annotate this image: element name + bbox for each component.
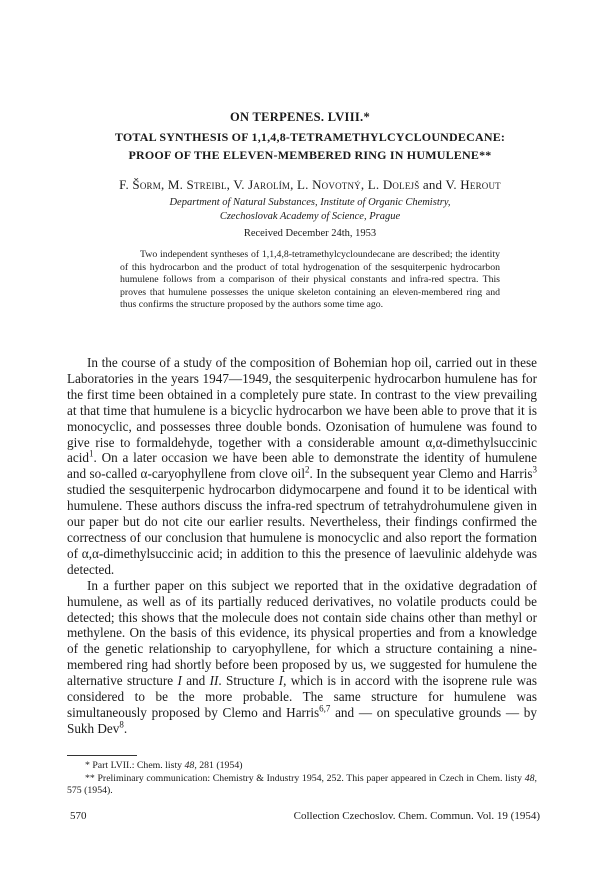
text-run: and — on speculative grounds — by Sukh Dev — [67, 704, 537, 736]
reference-mark: 3 — [532, 464, 537, 475]
journal-citation: Collection Czechoslov. Chem. Commun. Vol. 19 (1954) — [293, 810, 540, 822]
text-run: , 281 (1954) — [194, 760, 243, 771]
received-date: Received December 24th, 1953 — [243, 228, 377, 239]
reference-mark: 6,7 — [319, 703, 331, 714]
text-run: In the course of a study of the composition of Bohemian hop oil, carried out in these Laboratories in the years 1947—1949, the sesquiterpenic hydrocarbon humulene has for the first time been obtained in a completely pure state. In contrast to the view prevailing at that time that humulene is a bicyclic hydrocarbon we have been able to prove that it is monocyclic, and possesses three double bonds. Ozonisation of humulene was found to give rise to formaldehyde, together with a considerable amount α,α-dimethylsuccinic acid — [67, 355, 537, 466]
reference-mark: 2 — [305, 464, 310, 475]
text-run: * Part LVII.: Chem. listy — [85, 760, 185, 771]
volume-number: 48 — [524, 772, 535, 784]
affiliation — [60, 196, 560, 224]
volume-number: 48 — [184, 760, 195, 771]
body-paragraph-2 — [67, 578, 537, 737]
author-separator: , — [160, 177, 168, 192]
author-surname: Dolejš — [382, 177, 420, 192]
author-surname: Streibl — [186, 177, 227, 192]
author-initial: V. — [233, 177, 249, 192]
text-run: and — [181, 673, 210, 689]
paper-title — [60, 128, 560, 164]
author-initial: V. — [445, 177, 461, 192]
abstract: Two independent syntheses of 1,1,4,8-tetramethylcycloundecane are described; the identity of this hydrocarbon and the product of total hydrogenation of the sesquiterpenic hydrocarbon humulene follows from a comparison of their physical constants and infra-red spectra. This proves that humulene possesses the unique skeleton containing an eleven-membered ring and thus confirms the structure proposed by the authors some time ago. — [120, 249, 500, 311]
affiliation-line-2: Czechoslovak Academy of Science, Prague — [219, 211, 401, 222]
author-initial: M. — [167, 177, 187, 192]
text-run: . Structure — [218, 673, 279, 689]
author-surname: Novotný — [312, 177, 361, 192]
text-run: studied the sesquiterpenic hydrocarbon didymocarpene and found it to be identical with humulene. These authors discuss the infra-red spectrum of tetrahydrohumulene given in our paper but do not cite our earlier results. Nevertheless, their findings confirmed the correctness of our conclusion that humulene is monocyclic and also report the formation of α,α-dimethylsuccinic acid; in addition to this the presence of laevulinic aldehyde was detected. — [67, 482, 537, 577]
footnotes — [67, 760, 537, 798]
text-run: ** Preliminary communication: Chemistry & Industry 1954, 252. This paper appeared in Czech in Chem. listy — [85, 772, 525, 784]
body-text — [67, 355, 537, 737]
footnote-1 — [67, 760, 537, 773]
author-surname: Herout — [460, 177, 501, 192]
page-number: 570 — [70, 810, 87, 822]
reference-mark: 1 — [88, 449, 94, 460]
author-surname: Jarolím — [248, 177, 291, 192]
author-separator: , — [290, 177, 298, 192]
author-separator: , — [226, 177, 234, 192]
author-initial: F. — [119, 177, 133, 192]
text-run: . On a later occasion we have been able to demonstrate the identity of humulene and so-called α-caryophyllene from clove oil — [67, 450, 537, 482]
author-initial: L. — [297, 177, 313, 192]
body-paragraph-1 — [67, 355, 537, 578]
structure-label: I — [278, 673, 284, 689]
paper-series-title: ON TERPENES. LVIII.* — [229, 110, 371, 124]
text-run: In a further paper on this subject we reported that in the oxidative degradation of humulene, as well as of its partially reduced derivatives, no volatile products could be detected; this shows that the molecule does not contain side chains other than methyl or methylene. On the basis of this evidence, its physical properties and from a knowledge of the genetic relationship to caryophyllene, for which a structure containing a nine-membered ring had shortly before been proposed by us, we suggested for humulene the alternative structure — [67, 577, 537, 689]
footnote-2 — [67, 773, 537, 798]
affiliation-line-1: Department of Natural Substances, Institute of Organic Chemistry, — [169, 197, 451, 208]
paper-title-line-2: PROOF OF THE ELEVEN-MEMBERED RING IN HUMULENE** — [128, 148, 492, 162]
author-list — [60, 177, 560, 193]
structure-label: II — [209, 673, 219, 689]
text-run: , 575 (1954). — [67, 772, 537, 796]
author-initial: L. — [367, 177, 383, 192]
text-run: , which is in accord with the isoprene rule was considered to be the more probable. The same structure for humulene was simultaneously proposed by Clemo and Harris — [67, 673, 537, 720]
reference-mark: 8 — [119, 719, 124, 730]
footnote-divider — [67, 755, 137, 756]
paper-title-line-1: TOTAL SYNTHESIS OF 1,1,4,8-TETRAMETHYLCYCLOUNDECANE: — [114, 130, 506, 144]
author-surname: Šorm — [132, 177, 161, 192]
text-run: . — [123, 720, 128, 736]
author-separator: and — [419, 177, 446, 192]
structure-label: I — [177, 673, 182, 689]
text-run: . In the subsequent year Clemo and Harris — [309, 466, 533, 482]
author-separator: , — [360, 177, 368, 192]
